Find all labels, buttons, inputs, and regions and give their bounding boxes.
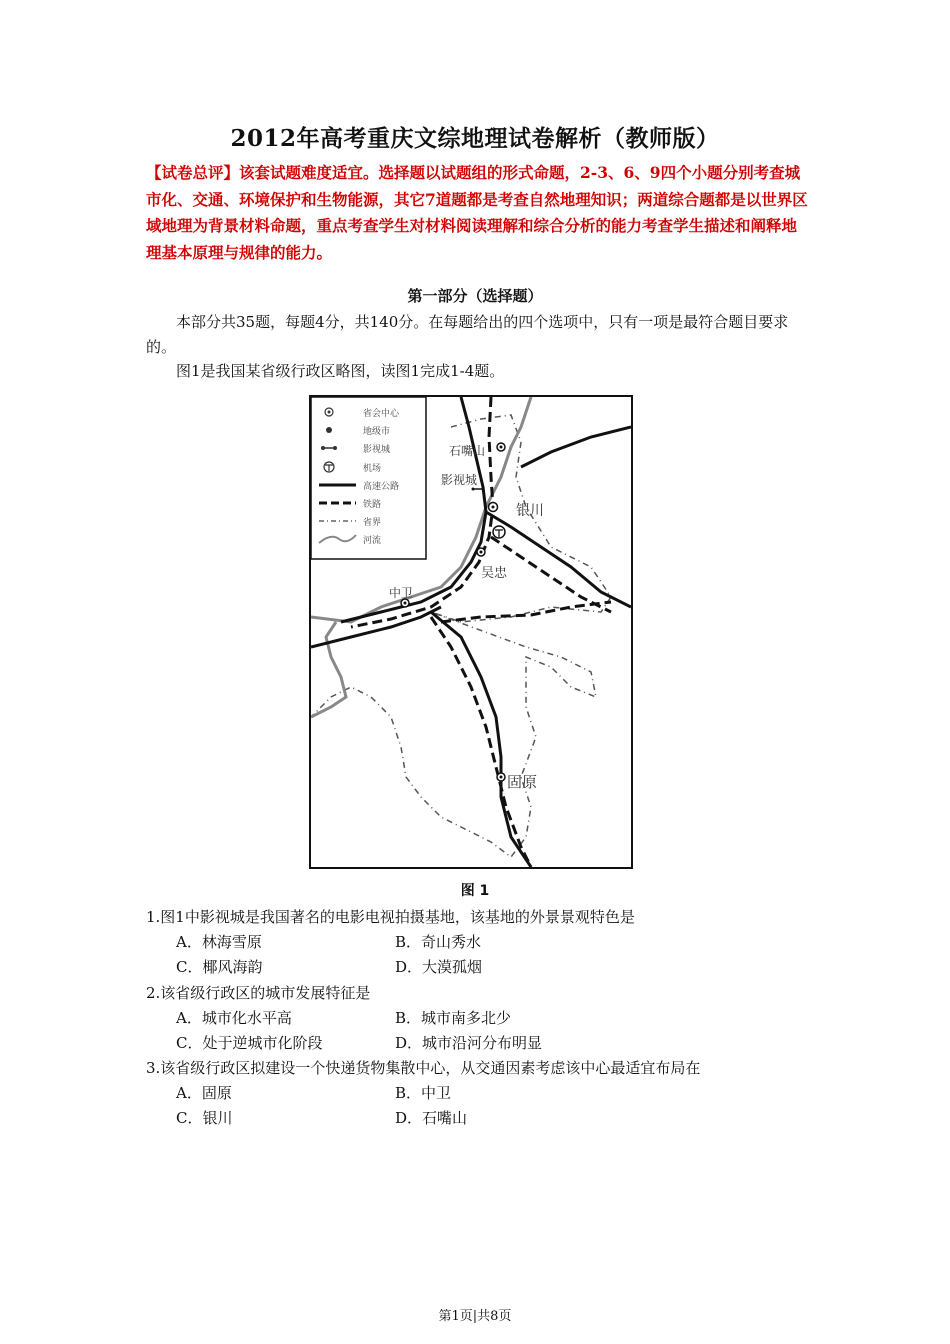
label-guyuan: 固原 [507, 773, 538, 791]
page-footer: 第1页|共8页 [438, 1309, 512, 1324]
highway-south [431, 612, 531, 867]
exam-summary: 【试卷总评】该套试题难度适宜。选择题以试题组的形式命题，2-3、6、9四个小题分别考查城市化、交通、环境保护和生物能源，其它7道题都是考查自然地理知识；两道综合题都是以世界区域地理为背景材料命题，重点考查学生对材料阅读理解和综合分析的能力考查学生描述和阐释地理基本原理与规律的能力。 [146, 163, 808, 262]
question-2-option-b: B．城市南多北少 [395, 1009, 512, 1027]
label-yinchuan: 银川 [516, 503, 544, 519]
river-west [311, 622, 346, 717]
legend-river: 河流 [363, 536, 382, 546]
question-2-option-a: A．城市化水平高 [176, 1009, 292, 1027]
legend-airport: 机场 [363, 464, 382, 474]
question-3-option-d: D．石嘴山 [395, 1109, 468, 1127]
city-wuzhong [477, 548, 508, 581]
legend-railway: 铁路 [363, 500, 382, 510]
question-3-option-b: B．中卫 [395, 1084, 452, 1102]
legend-highway: 高速公路 [363, 482, 400, 492]
question-1-stem: 1.图1中影视城是我国著名的电影电视拍摄基地，该基地的外景景观特色是 [146, 908, 635, 926]
figure-intro: 图1是我国某省级行政区略图，读图1完成1-4题。 [176, 362, 505, 380]
question-1-option-c: C．椰风海韵 [176, 958, 263, 976]
railway-south [431, 617, 531, 867]
city-shizuishan [449, 443, 505, 458]
question-1-option-b: B．奇山秀水 [395, 933, 482, 951]
city-yinchuan [489, 503, 545, 539]
question-3-option-a: A．固原 [176, 1084, 232, 1102]
label-film-city: 影视城 [441, 473, 478, 487]
province-map [309, 395, 633, 869]
question-2-option-d: D．城市沿河分布明显 [395, 1034, 543, 1052]
question-1-option-a: A．林海雪原 [176, 933, 262, 951]
map-drawing [311, 397, 631, 867]
city-icon [326, 427, 332, 433]
highway-northeast [521, 427, 631, 467]
city-film-city [441, 473, 485, 491]
legend-boundary: 省界 [363, 518, 382, 528]
railway-central [441, 602, 611, 622]
part-intro: 本部分共35题，每题4分，共140分。在每题给出的四个选项中，只有一项是最符合题目要求的。 [146, 313, 789, 356]
question-1-option-d: D．大漠孤烟 [395, 958, 483, 976]
legend-city: 地级市 [363, 427, 391, 437]
label-zhongwei: 中卫 [389, 586, 414, 600]
question-2-stem: 2.该省级行政区的城市发展特征是 [146, 984, 371, 1002]
question-3-stem: 3.该省级行政区拟建设一个快递货物集散中心，从交通因素考虑该中心最适宜布局在 [146, 1059, 701, 1077]
label-shizuishan: 石嘴山 [449, 444, 486, 458]
legend-film-city: 影视城 [363, 445, 391, 455]
railway-east [491, 537, 611, 612]
city-guyuan [497, 773, 537, 791]
question-2-option-c: C．处于逆城市化阶段 [176, 1034, 323, 1052]
document-title: 2012年高考重庆文综地理试卷解析（教师版） [230, 125, 720, 152]
label-wuzhong: 吴忠 [481, 566, 508, 581]
highway-east [486, 512, 631, 607]
legend-capital: 省会中心 [363, 409, 400, 419]
legend-box [311, 397, 426, 559]
figure-caption: 图 1 [460, 883, 490, 899]
part-title: 第一部分（选择题） [407, 287, 543, 305]
question-3-option-c: C．银川 [176, 1109, 233, 1127]
